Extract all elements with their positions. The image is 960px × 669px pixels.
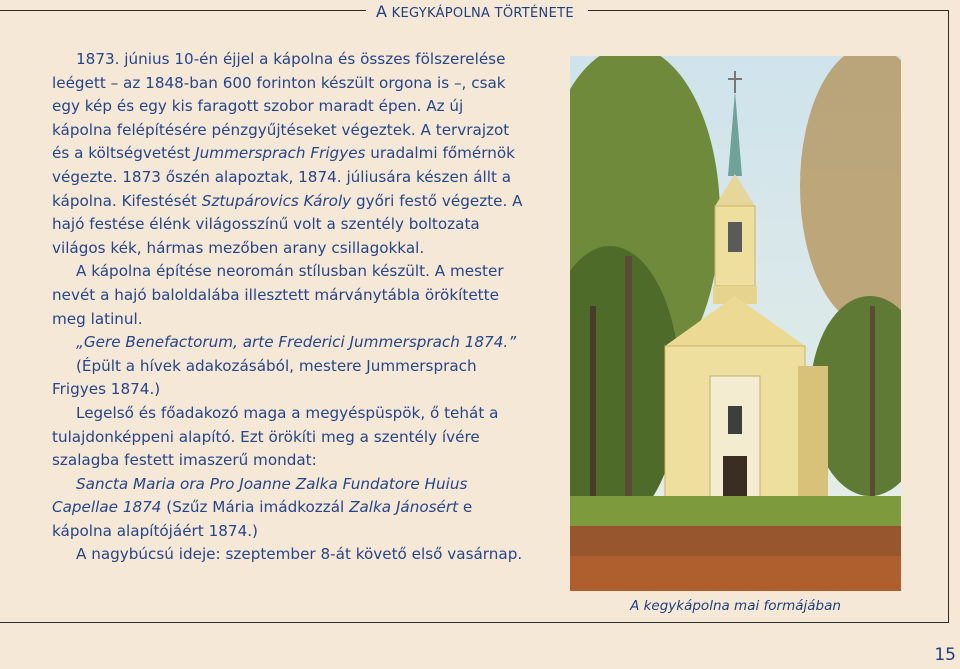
paragraph (52, 331, 524, 355)
body-text (52, 48, 524, 567)
italic-text: Sancta Maria ora Pro Joanne Zalka Fundatore Huius Capellae 1874 (52, 474, 468, 517)
text-run: A nagybúcsú ideje: szeptember 8-át követő első vasárnap. (76, 545, 523, 564)
text-run: győri festő végezte. A hajó festése élénk világosszínű volt a szentély boltozata világos kék, hármas mezőben arany csillagokkal. (52, 191, 523, 257)
paragraph (52, 260, 524, 331)
italic-text: Sztupárovics Károly (201, 191, 352, 210)
header-title-initial: A (376, 2, 388, 21)
text-run: (Szűz Mária imádkozzál (161, 498, 350, 517)
text-run: 1873. június 10-én éjjel a kápolna és összes fölszerelése leégett – az 1848-ban 600 forinton készült orgona is –, csak egy kép és egy kis faragott szobor maradt épen. Az új kápolna felépítésére pénzgyűjtéseket végeztek. A tervrajzot és a költségvetést (52, 50, 510, 163)
page-header (376, 2, 574, 21)
header-title (376, 3, 574, 21)
footer-rule (0, 622, 949, 623)
header-title-rest: KEGYKÁPOLNA TÖRTÉNETE (387, 6, 574, 21)
paragraph (52, 402, 524, 473)
italic-text: „Gere Benefactorum, arte Frederici Jummersprach 1874.” (76, 333, 517, 352)
chapel-illustration (570, 56, 901, 591)
header-rule-right (588, 10, 948, 11)
header-rule-left (0, 10, 366, 11)
italic-text: Zalka Jánosért (349, 498, 459, 517)
paragraph (52, 355, 524, 402)
text-run: uradalmi főmérnök végezte. 1873 őszén alapoztak, 1874. júliusára készen állt a kápolna. Kifestését (52, 144, 515, 210)
frame-rule-right (948, 10, 949, 622)
paragraph (52, 473, 524, 544)
photo-caption: A kegykápolna mai formájában (630, 598, 841, 614)
text-run: (Épült a hívek adakozásából, mestere Jummersprach Frigyes 1874.) (52, 356, 477, 399)
paragraph (52, 48, 524, 260)
page-number: 15 (934, 645, 956, 665)
text-run: A kápolna építése neoromán stílusban készült. A mester nevét a hajó baloldalába illesztett márványtábla örökítette meg latinul. (52, 262, 504, 328)
chapel-photo (570, 56, 901, 591)
text-run: Legelső és főadakozó maga a megyéspüspök, ő tehát a tulajdonképpeni alapító. Ezt örökíti meg a szentély ívére szalagba festett imaszerű mondat: (52, 403, 499, 470)
paragraph (52, 543, 524, 567)
italic-text: Jummersprach Frigyes (195, 144, 366, 163)
text-run: e kápolna alapítójáért 1874.) (52, 498, 473, 540)
